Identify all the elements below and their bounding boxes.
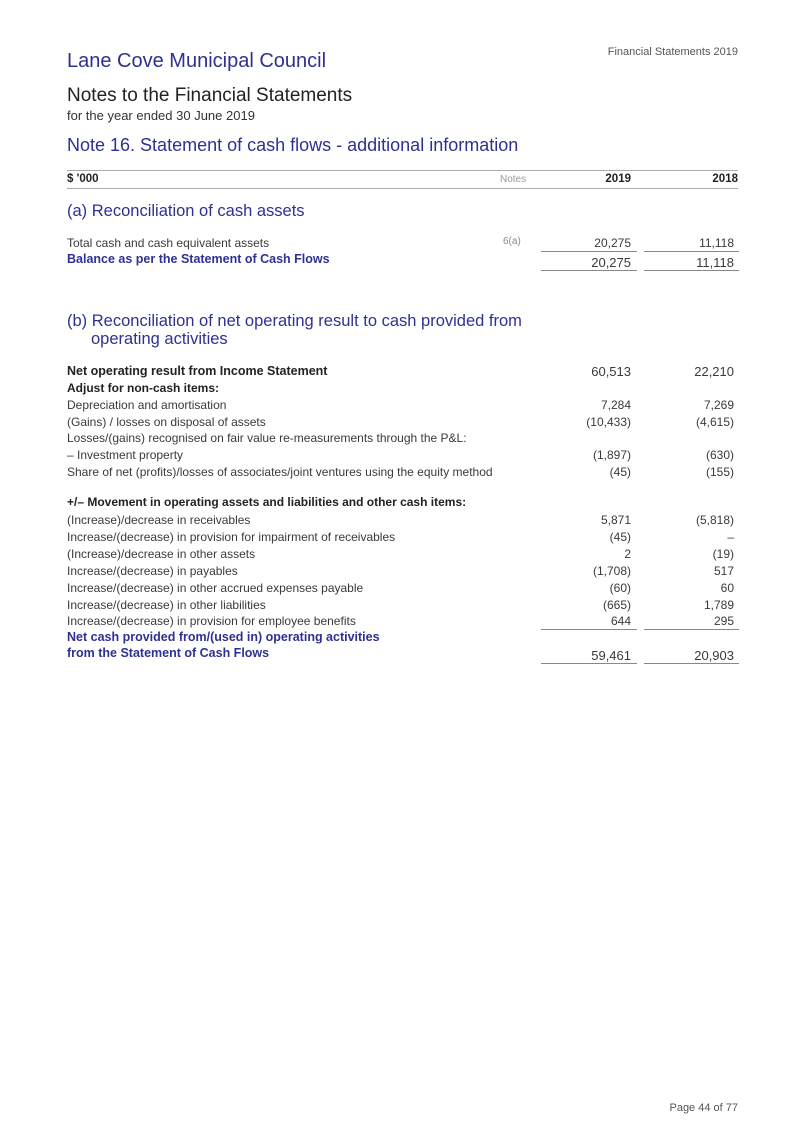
value-2018: 7,269	[703, 398, 734, 412]
value-2018: 295	[713, 614, 734, 628]
subtotal-rule-2018	[644, 629, 739, 630]
value-2019: (45)	[609, 465, 631, 479]
table-row-label: Increase/(decrease) in provision for impairment of receivables	[67, 530, 396, 544]
notes-header: Notes	[500, 174, 527, 185]
table-row-label: Increase/(decrease) in provision for employee benefits	[67, 614, 356, 628]
value-2019: (665)	[602, 598, 631, 612]
total-rule-2019	[541, 663, 637, 664]
balance-2018: 11,118	[696, 255, 734, 270]
value-2018: (630)	[705, 448, 734, 462]
table-row-label: – Investment property	[67, 448, 184, 462]
total-rule-2018	[644, 270, 739, 271]
table-row-label: (Increase)/decrease in receivables	[67, 513, 251, 527]
year-2018-header: 2018	[712, 173, 738, 185]
value-2019: 2	[624, 547, 631, 561]
value-2019: 7,284	[600, 398, 631, 412]
subtotal-rule-2019	[541, 251, 637, 252]
note-title: Note 16. Statement of cash flows - additional information	[67, 135, 519, 155]
header-top-rule	[67, 170, 738, 171]
net-cash-2018: 20,903	[694, 648, 734, 663]
net-cash-label-continued: from the Statement of Cash Flows	[67, 646, 270, 660]
value-2019: 5,871	[600, 513, 631, 527]
value-2019: (45)	[609, 530, 631, 544]
organisation-name: Lane Cove Municipal Council	[67, 50, 327, 72]
document-label: Financial Statements 2019	[607, 46, 738, 58]
value-2018: (5,818)	[695, 513, 734, 527]
value-2019: (60)	[609, 581, 631, 595]
net-operating-result-2018: 22,210	[694, 364, 734, 379]
subtotal-rule-2019	[541, 629, 637, 630]
value-2018: 517	[713, 564, 734, 578]
total-rule-2019	[541, 270, 637, 271]
value-2018: (4,615)	[695, 415, 734, 429]
net-cash-label: Net cash provided from/(used in) operating activities	[67, 630, 380, 644]
movement-heading: +/– Movement in operating assets and liabilities and other cash items:	[67, 495, 467, 509]
page-title: Notes to the Financial Statements	[67, 85, 353, 106]
page-number: Page 44 of 77	[669, 1102, 738, 1114]
net-operating-result-label: Net operating result from Income Statement	[67, 364, 328, 378]
table-row-label: (Increase)/decrease in other assets	[67, 547, 256, 561]
net-cash-2019: 59,461	[591, 648, 631, 663]
header-bottom-rule	[67, 188, 738, 189]
table-row-label: (Gains) / losses on disposal of assets	[67, 415, 266, 429]
year-2019-header: 2019	[605, 173, 631, 185]
value-2018: 1,789	[703, 598, 734, 612]
note-reference: 6(a)	[503, 236, 521, 247]
value-2018: 60	[720, 581, 734, 595]
value-2018: (19)	[712, 547, 734, 561]
table-row-label: Depreciation and amortisation	[67, 398, 227, 412]
table-row-label: Losses/(gains) recognised on fair value re-measurements through the P&L:	[67, 431, 467, 445]
balance-2019: 20,275	[591, 255, 631, 270]
value-2018: 11,118	[699, 236, 734, 250]
subtotal-rule-2018	[644, 251, 739, 252]
value-2019: (1,897)	[592, 448, 631, 462]
value-2019: 644	[610, 614, 631, 628]
unit-header: $ '000	[67, 173, 99, 185]
adjust-heading: Adjust for non-cash items:	[67, 381, 220, 395]
table-row-label: Increase/(decrease) in payables	[67, 564, 238, 578]
period-subtitle: for the year ended 30 June 2019	[67, 108, 255, 123]
net-operating-result-2019: 60,513	[591, 364, 631, 379]
balance-label: Balance as per the Statement of Cash Flows	[67, 252, 330, 266]
section-b-title-continued: operating activities	[91, 330, 228, 348]
value-2018: –	[727, 530, 734, 544]
total-rule-2018	[644, 663, 739, 664]
value-2019: (1,708)	[592, 564, 631, 578]
section-b-title: (b) Reconciliation of net operating result to cash provided from	[67, 312, 522, 330]
table-row-label: Total cash and cash equivalent assets	[67, 236, 270, 250]
section-a-title: (a) Reconciliation of cash assets	[67, 202, 305, 220]
table-row-label: Share of net (profits)/losses of associates/joint ventures using the equity method	[67, 465, 493, 479]
value-2019: 20,275	[594, 236, 631, 250]
value-2018: (155)	[705, 465, 734, 479]
value-2019: (10,433)	[586, 415, 631, 429]
table-row-label: Increase/(decrease) in other liabilities	[67, 598, 266, 612]
table-row-label: Increase/(decrease) in other accrued expenses payable	[67, 581, 364, 595]
